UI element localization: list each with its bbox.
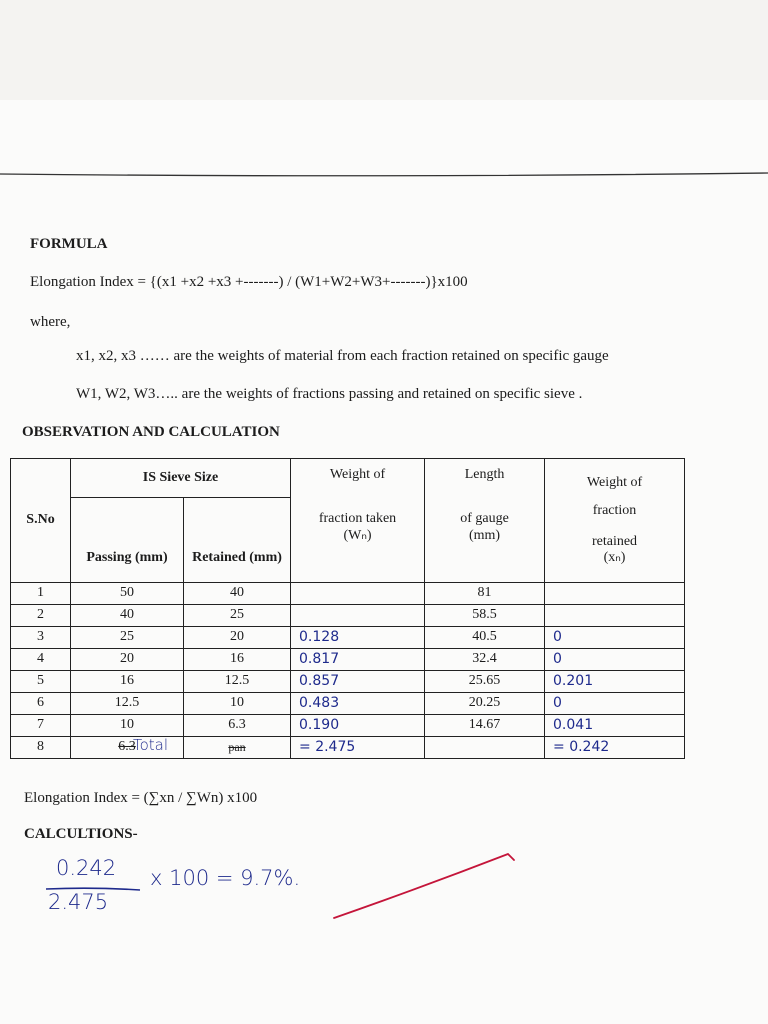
cell-weight-taken xyxy=(291,605,425,627)
cell-weight-retained xyxy=(545,583,685,605)
table-row xyxy=(11,649,685,671)
header-weight-retained-2: fraction xyxy=(592,503,637,519)
header-weight-retained-symbol: (xₙ) xyxy=(603,549,626,565)
table-row xyxy=(11,737,685,759)
definition-w: W1, W2, W3….. are the weights of fractions passing and retained on specific sieve . xyxy=(76,386,583,402)
cell-weight-taken: 0.483 xyxy=(291,693,425,715)
cell-retained: 16 xyxy=(184,649,291,671)
cell-weight-taken: 0.857 xyxy=(291,671,425,693)
header-weight-taken-top: Weight of xyxy=(329,467,386,483)
result-equation: Elongation Index = (∑xn / ∑Wn) x100 xyxy=(24,790,258,806)
table-row xyxy=(11,605,685,627)
header-sieve-size: IS Sieve Size xyxy=(71,459,291,498)
header-retained: Retained (mm) xyxy=(184,498,291,583)
cell-retained: 6.3 xyxy=(184,715,291,737)
cell-weight-taken: 0.190 xyxy=(291,715,425,737)
table-row xyxy=(11,715,685,737)
cell-weight-retained: 0 xyxy=(545,649,685,671)
cell-sno: 8 xyxy=(11,737,71,759)
cell-sno: 1 xyxy=(11,583,71,605)
cell-weight-retained: 0.041 xyxy=(545,715,685,737)
cell-passing xyxy=(71,737,184,759)
cell-length: 20.25 xyxy=(425,693,545,715)
cell-passing: 50 xyxy=(71,583,184,605)
table-row xyxy=(11,583,685,605)
cell-length: 58.5 xyxy=(425,605,545,627)
header-length-unit: (mm) xyxy=(468,527,501,543)
cell-sno: 6 xyxy=(11,693,71,715)
cell-sno: 4 xyxy=(11,649,71,671)
cell-passing: 25 xyxy=(71,627,184,649)
cell-weight-retained: 0 xyxy=(545,627,685,649)
cell-passing-value: 6.3 xyxy=(118,739,136,755)
table-row xyxy=(11,671,685,693)
cell-sno: 2 xyxy=(11,605,71,627)
cell-weight-taken: 0.817 xyxy=(291,649,425,671)
cell-passing: 40 xyxy=(71,605,184,627)
cell-retained: 20 xyxy=(184,627,291,649)
cell-retained: 40 xyxy=(184,583,291,605)
cell-passing: 10 xyxy=(71,715,184,737)
cell-length: 32.4 xyxy=(425,649,545,671)
header-weight-taken xyxy=(291,459,425,583)
cell-weight-taken: 0.128 xyxy=(291,627,425,649)
handwritten-denominator: 2.475 xyxy=(48,890,109,914)
header-length-bottom: of gauge xyxy=(460,511,509,527)
cell-length: 40.5 xyxy=(425,627,545,649)
cell-sno: 3 xyxy=(11,627,71,649)
cell-retained: pan xyxy=(184,737,291,759)
header-weight-taken-bottom: fraction taken xyxy=(318,511,397,527)
handwritten-total: Total xyxy=(133,736,169,754)
table-row xyxy=(11,693,685,715)
calculations-heading: CALCULTIONS- xyxy=(24,826,138,842)
cell-sno: 7 xyxy=(11,715,71,737)
cell-retained: 10 xyxy=(184,693,291,715)
table-row xyxy=(11,627,685,649)
header-length-top: Length xyxy=(464,467,505,483)
formula-equation: Elongation Index = {(x1 +x2 +x3 +-------) / (W1+W2+W3+-------)}x100 xyxy=(30,274,468,290)
where-label: where, xyxy=(30,314,71,330)
cell-length: 81 xyxy=(425,583,545,605)
cell-weight-taken xyxy=(291,583,425,605)
cell-retained: 12.5 xyxy=(184,671,291,693)
cell-passing: 16 xyxy=(71,671,184,693)
observation-table xyxy=(10,458,685,759)
cell-length: 14.67 xyxy=(425,715,545,737)
cell-weight-retained: 0.201 xyxy=(545,671,685,693)
cell-passing: 12.5 xyxy=(71,693,184,715)
header-weight-taken-symbol: (Wₙ) xyxy=(343,527,372,543)
cell-length xyxy=(425,737,545,759)
cell-weight-retained: 0 xyxy=(545,693,685,715)
header-weight-retained-1: Weight of xyxy=(586,475,643,491)
red-check-stroke xyxy=(330,848,520,924)
cell-length: 25.65 xyxy=(425,671,545,693)
cell-weight-taken: = 2.475 xyxy=(291,737,425,759)
header-weight-retained-3: retained xyxy=(591,533,638,549)
handwritten-result: x 100 = 9.7%. xyxy=(150,866,301,890)
cell-passing: 20 xyxy=(71,649,184,671)
handwritten-numerator: 0.242 xyxy=(56,856,117,880)
header-weight-retained xyxy=(545,459,685,583)
cell-retained: 25 xyxy=(184,605,291,627)
cell-weight-retained xyxy=(545,605,685,627)
header-sno: S.No xyxy=(11,459,71,583)
formula-heading: FORMULA xyxy=(30,236,108,252)
header-rule xyxy=(0,172,768,180)
header-passing: Passing (mm) xyxy=(71,498,184,583)
definition-x: x1, x2, x3 …… are the weights of material from each fraction retained on specific gauge xyxy=(76,348,609,364)
cell-weight-retained: = 0.242 xyxy=(545,737,685,759)
cell-sno: 5 xyxy=(11,671,71,693)
observation-heading: OBSERVATION AND CALCULATION xyxy=(22,424,280,440)
header-length xyxy=(425,459,545,583)
